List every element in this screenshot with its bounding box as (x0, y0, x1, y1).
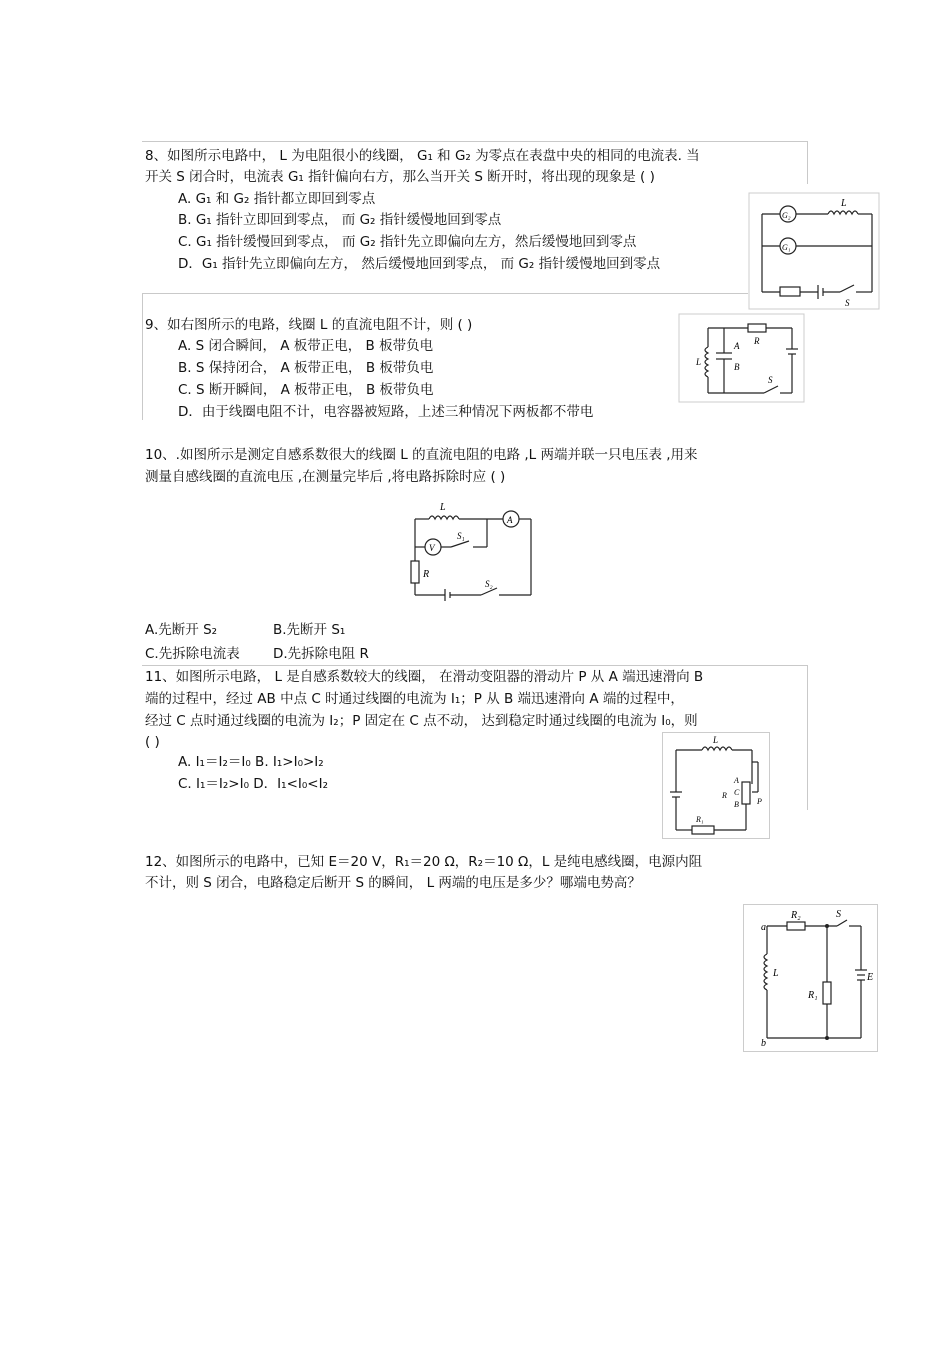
q8-fig-s: S (845, 298, 850, 308)
q12-circuit-figure (743, 904, 878, 1052)
q10-circuit-figure (407, 497, 535, 603)
q10-fig-s1: S₁ (457, 531, 465, 541)
q10-fig-s2: S₂ (485, 579, 493, 589)
q10-option-d: D.先拆除电阻 R (273, 646, 369, 662)
q8-line2: 开关 S 闭合时，电流表 G₁ 指针偏向右方，那么当开关 S 断开时，将出现的现象是 ( ) (145, 169, 655, 185)
q9-option-d: D．由于线圈电阻不计，电容器被短路，上述三种情况下两板都不带电 (178, 404, 594, 420)
q9-option-a: A. S 闭合瞬间， A 板带正电， B 板带负电 (178, 338, 434, 354)
q9-fig-s: S (768, 375, 773, 385)
q8-fig-g1: G₁ (782, 243, 791, 252)
q11-option-ab: A. I₁＝I₂＝I₀ B. I₁>I₀>I₂ (178, 754, 324, 770)
q9-line1: 9、如右图所示的电路，线圈 L 的直流电阻不计，则 ( ) (145, 317, 473, 333)
q10-fig-voltmeter: V (429, 543, 435, 553)
q12-fig-b: b (761, 1038, 766, 1049)
q9-fig-r: R (754, 336, 760, 346)
q9-circuit-figure (678, 313, 805, 403)
q8-line1: 8、如图所示电路中， L 为电阻很小的线圈， G₁ 和 G₂ 为零点在表盘中央的相同的电流表. 当 (145, 148, 700, 164)
q10-fig-ammeter: A (507, 515, 513, 525)
q12-fig-r2: R₂ (791, 910, 801, 921)
q12-fig-r1: R₁ (808, 990, 818, 1001)
q12-fig-e: E (867, 972, 874, 983)
q11-line1: 11、如图所示电路， L 是自感系数较大的线圈， 在滑动变阻器的滑动片 P 从 A 端迅速滑向 B (145, 669, 704, 685)
q12-fig-s: S (836, 909, 841, 920)
q11-fig-b: B (734, 800, 739, 809)
q8-option-b: B. G₁ 指针立即回到零点， 而 G₂ 指针缓慢地回到零点 (178, 212, 502, 228)
q11-option-cd: C. I₁＝I₂>I₀ D．I₁<I₀<I₂ (178, 776, 328, 792)
q10-line2: 测量自感线圈的直流电压 ,在测量完毕后 ,将电路拆除时应 ( ) (145, 469, 506, 485)
q8-option-c: C. G₁ 指针缓慢回到零点， 而 G₂ 指针先立即偏向左方，然后缓慢地回到零点 (178, 234, 637, 250)
q10-line1: 10、.如图所示是测定自感系数很大的线圈 L 的直流电阻的电路 ,L 两端并联一只电压表 ,用来 (145, 447, 698, 463)
q11-fig-r1: R₁ (696, 815, 704, 824)
q12-line2: 不计，则 S 闭合，电路稳定后断开 S 的瞬间， L 两端的电压是多少？哪端电势高？ (145, 875, 641, 891)
q8-option-d: D．G₁ 指针先立即偏向左方， 然后缓慢地回到零点， 而 G₂ 指针缓慢地回到零点 (178, 256, 661, 272)
q10-option-c: C.先拆除电流表 (145, 646, 240, 662)
q11-line4: ( ) (145, 734, 160, 750)
q11-line2: 端的过程中，经过 AB 中点 C 时通过线圈的电流为 I₁；P 从 B 端迅速滑向 A 端的过程中， (145, 691, 684, 707)
q12-fig-l: L (773, 968, 779, 979)
q8-option-a: A. G₁ 和 G₂ 指针都立即回到零点 (178, 191, 376, 207)
q10-option-b: B.先断开 S₁ (273, 622, 346, 638)
q11-circuit-figure (662, 732, 770, 839)
q12-line1: 12、如图所示的电路中，已知 E＝20 V，R₁＝20 Ω，R₂＝10 Ω，L 是纯电感线圈，电源内阻 (145, 854, 703, 870)
q9-frame (142, 293, 748, 420)
q10-fig-l: L (440, 502, 446, 513)
q9-fig-b: B (734, 362, 740, 372)
q8-fig-l: L (841, 198, 847, 209)
q10-option-a: A.先断开 S₂ (145, 622, 218, 638)
q11-fig-c: C (734, 788, 740, 797)
q11-fig-p: P (757, 797, 762, 806)
q8-fig-g2: G₂ (782, 211, 791, 220)
q9-option-b: B. S 保持闭合， A 板带正电， B 板带负电 (178, 360, 434, 376)
q9-fig-a: A (734, 341, 740, 351)
q11-fig-l: L (713, 735, 719, 745)
q9-option-c: C. S 断开瞬间， A 板带正电， B 板带负电 (178, 382, 434, 398)
q8-circuit-figure (748, 192, 880, 310)
q11-line3: 经过 C 点时通过线圈的电流为 I₂；P 固定在 C 点不动， 达到稳定时通过线圈的电流为 I₀，则 (145, 713, 698, 729)
q10-fig-r: R (423, 569, 430, 580)
q11-fig-a: A (734, 776, 739, 785)
q11-fig-r: R (722, 791, 727, 800)
q12-fig-a: a (761, 922, 766, 933)
q9-fig-l: L (696, 357, 702, 367)
